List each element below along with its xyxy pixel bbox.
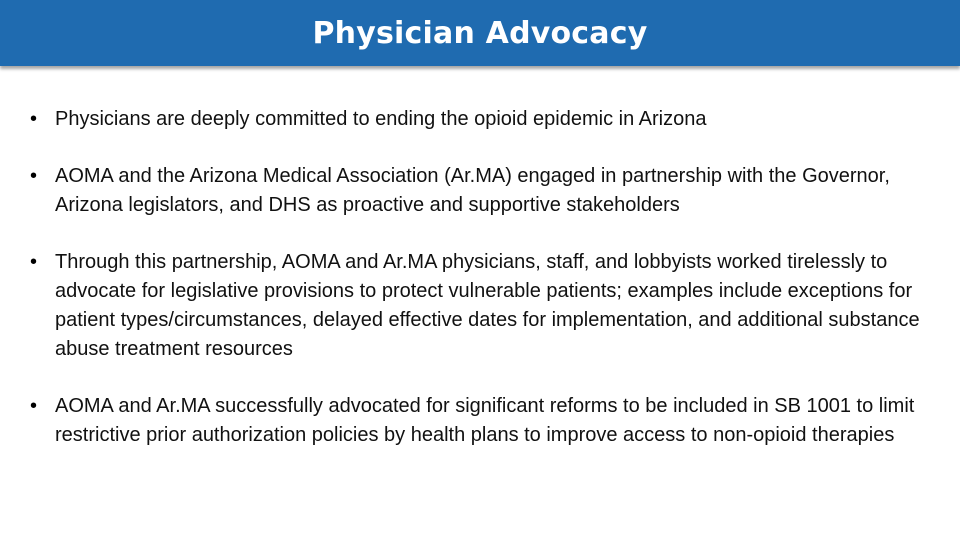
bullet-icon: •	[30, 108, 38, 130]
bullet-icon: •	[30, 251, 38, 273]
bullet-text: AOMA and Ar.MA successfully advocated for significant reforms to be included in SB 1001 to limit restrictive prior authorization policies by health plans to improve access to non-opioid therapies	[55, 395, 915, 446]
bullet-text: AOMA and the Arizona Medical Association (Ar.MA) engaged in partnership with the Governor, Arizona legislators, and DHS as proactive and supportive stakeholders	[55, 165, 890, 216]
bullet-icon: •	[30, 165, 38, 187]
slide-title: Physician Advocacy	[312, 15, 648, 51]
title-bar	[0, 0, 960, 66]
bullet-icon: •	[30, 395, 38, 417]
bullet-text: Through this partnership, AOMA and Ar.MA physicians, staff, and lobbyists worked tirelessly to advocate for legislative provisions to protect vulnerable patients; examples include exceptions for patient types/circumstances, delayed effective dates for implementation, and additional substance abuse treatment resources	[55, 251, 920, 360]
bullet-text: Physicians are deeply committed to ending the opioid epidemic in Arizona	[55, 108, 707, 130]
